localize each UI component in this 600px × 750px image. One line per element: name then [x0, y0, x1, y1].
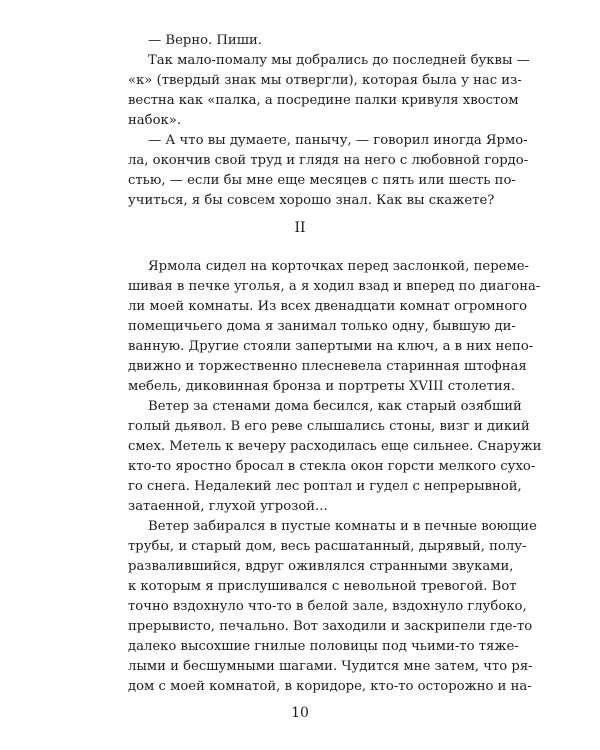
- section-heading: II: [294, 220, 306, 236]
- text-line: Ярмола сидел на корточках перед заслонкой, переме-: [148, 259, 529, 274]
- text-line: к которым я прислушивался с невольной тревогой. Вот: [128, 579, 517, 594]
- text-line: Ветер за стенами дома бесился, как старый озябший: [148, 399, 522, 414]
- text-line: дом с моей комнатой, в коридоре, кто-то осторожно и на-: [128, 679, 532, 694]
- text-line: Ветер забирался в пустые комнаты и в печные воющие: [148, 519, 537, 534]
- text-line: ла, окончив свой труд и глядя на него с любовной гордо-: [128, 153, 529, 168]
- text-line: помещичьего дома я занимал только одну, бывшую ди-: [128, 319, 516, 334]
- text-line: затаенной, глухой угрозой...: [128, 499, 328, 514]
- page-number: 10: [291, 705, 309, 721]
- text-line: Так мало-помалу мы добрались до последней буквы —: [148, 53, 530, 68]
- text-line: кто-то яростно бросал в стекла окон горсти мелкого сухо-: [128, 459, 536, 474]
- text-line: вестна как «палка, а посредине палки кривуля хвостом: [128, 93, 519, 108]
- text-line: трубы, и старый дом, весь расшатанный, дырявый, полу-: [128, 539, 527, 554]
- text-line: шивая в печке уголья, а я ходил взад и вперед по диагона-: [128, 279, 541, 294]
- text-line: смех. Метель к вечеру расходилась еще сильнее. Снаружи: [128, 439, 542, 454]
- text-line: набок».: [128, 113, 182, 128]
- text-line: «к» (твердый знак мы отвергли), которая была у нас из-: [128, 73, 522, 88]
- text-line: стью, — если бы мне еще месяцев с пять или шесть по-: [128, 173, 516, 188]
- text-line: ванную. Другие стояли запертыми на ключ, а в них непо-: [128, 339, 534, 354]
- text-line: прерывисто, печально. Вот заходили и заскрипели где-то: [128, 619, 533, 634]
- text-line: голый дьявол. В его реве слышались стоны, визг и дикий: [128, 419, 530, 434]
- text-line: точно вздохнуло что-то в белой зале, вздохнуло глубоко,: [128, 599, 527, 614]
- text-line: лыми и бесшумными шагами. Чудится мне затем, что ря-: [128, 659, 533, 674]
- text-line: далеко высохшие гнилые половицы под чьими-то тяже-: [128, 639, 519, 654]
- text-line: мебель, диковинная бронза и портреты XVIII столетия.: [128, 379, 516, 394]
- text-line: ли моей комнаты. Из всех двенадцати комнат огромного: [128, 299, 528, 314]
- text-line: развалившийся, вдруг оживлялся странными звуками,: [128, 559, 514, 574]
- text-line: го снега. Недалекий лес роптал и гудел с непрерывной,: [128, 479, 522, 494]
- text-line: учиться, я бы совсем хорошо знал. Как вы скажете?: [128, 193, 495, 208]
- text-line: — А что вы думаете, панычу, — говорил иногда Ярмо-: [148, 133, 528, 148]
- text-line: движно и торжественно плесневела старинная штофная: [128, 359, 527, 374]
- text-line: — Верно. Пиши.: [148, 33, 262, 48]
